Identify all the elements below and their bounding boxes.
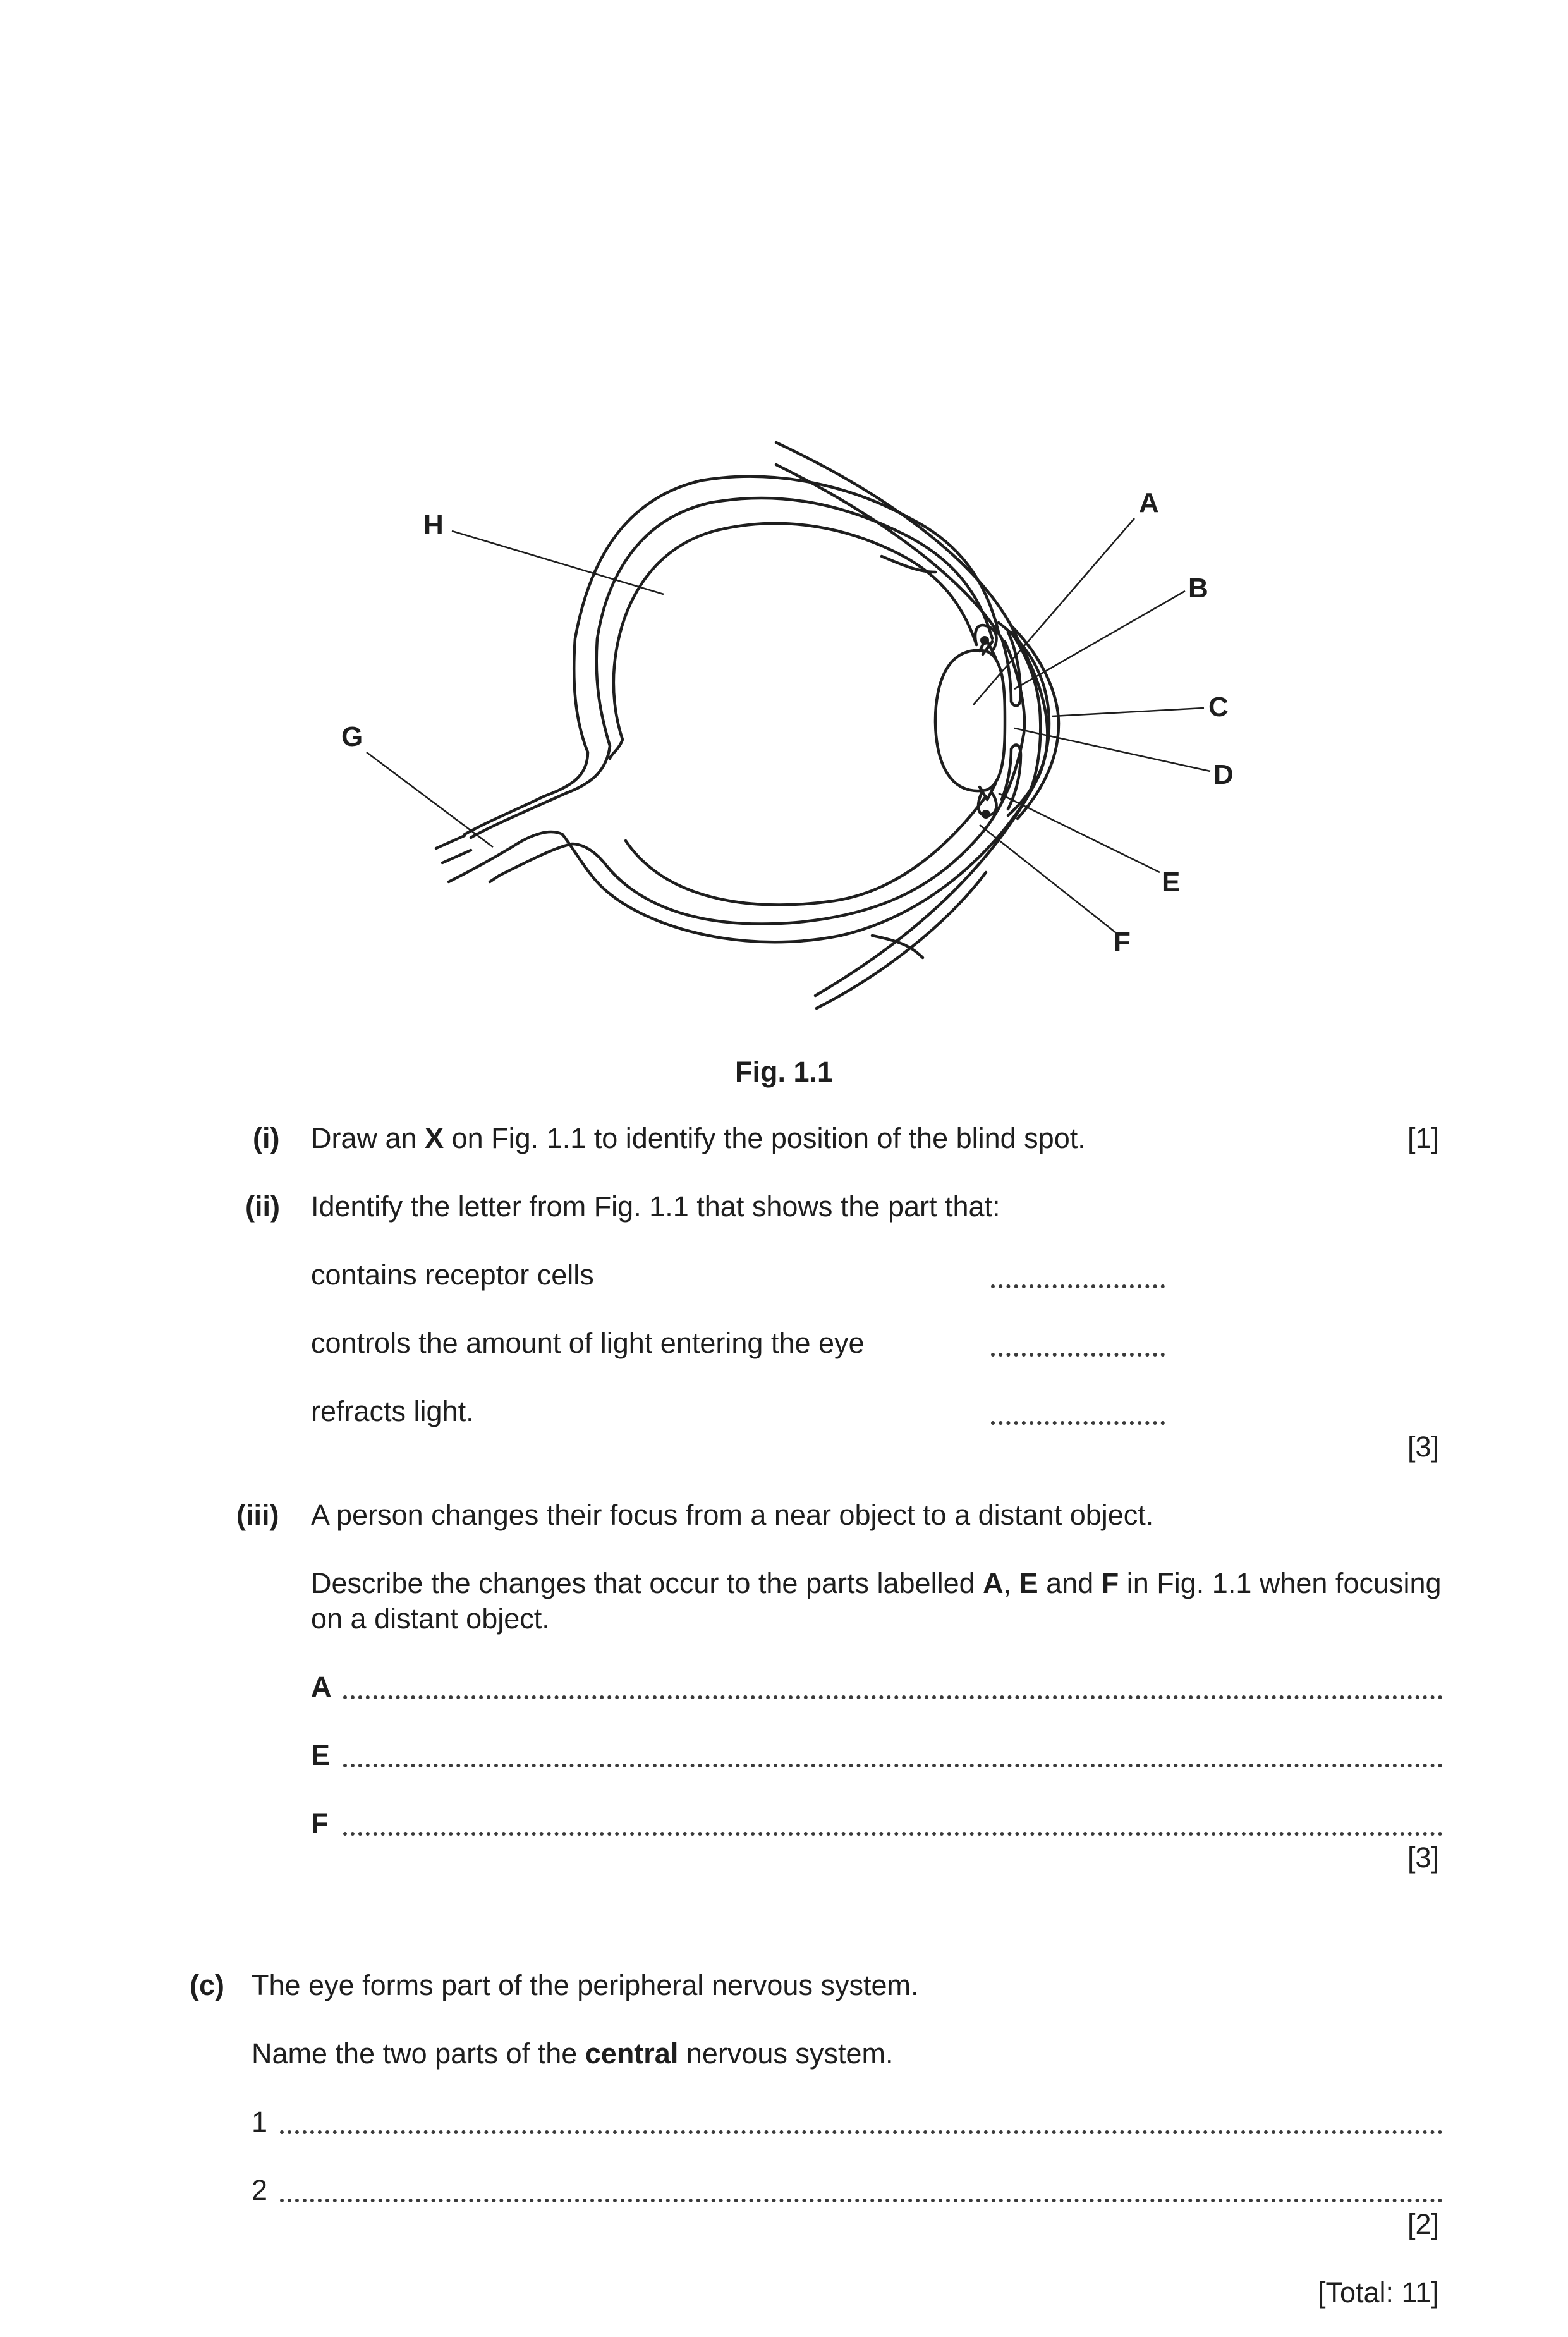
answer-line[interactable] bbox=[343, 1695, 1443, 1699]
part-c-label: (c) bbox=[190, 1969, 224, 2001]
answer-line[interactable] bbox=[991, 1421, 1165, 1425]
label-B: B bbox=[1188, 573, 1208, 604]
answer-label-A: A bbox=[311, 1671, 332, 1703]
answer-number: 2 bbox=[252, 2174, 268, 2206]
label-F: F bbox=[1114, 927, 1131, 958]
answer-line[interactable] bbox=[343, 1832, 1443, 1836]
answer-line[interactable] bbox=[343, 1764, 1443, 1767]
answer-line[interactable] bbox=[991, 1284, 1165, 1288]
part-b-i-label: (i) bbox=[253, 1122, 280, 1154]
part-b-iii-task: Describe the changes that occur to the parts labelled A, E and F in Fig. 1.1 when focusing bbox=[311, 1567, 1442, 1599]
label-H: H bbox=[423, 510, 444, 540]
mark-allocation: [3] bbox=[1407, 1431, 1440, 1463]
answer-number: 1 bbox=[252, 2106, 268, 2138]
figure-caption: Fig. 1.1 bbox=[734, 1056, 834, 1088]
label-C: C bbox=[1208, 692, 1229, 723]
part-b-i-text: Draw an X on Fig. 1.1 to identify the position of the blind spot. bbox=[311, 1122, 1086, 1154]
eye-diagram-detail bbox=[0, 0, 1568, 1049]
answer-label-F: F bbox=[311, 1807, 329, 1840]
part-b-ii-stem: Identify the letter from Fig. 1.1 that shows the part that: bbox=[311, 1190, 1000, 1223]
part-b-iii-label: (iii) bbox=[236, 1499, 279, 1531]
part-b-ii-label: (ii) bbox=[245, 1190, 280, 1223]
label-G: G bbox=[341, 721, 363, 752]
total-marks: [Total: 11] bbox=[1318, 2276, 1439, 2309]
mark-allocation: [1] bbox=[1407, 1122, 1440, 1154]
label-E: E bbox=[1162, 867, 1181, 898]
part-b-iii-stem: A person changes their focus from a near object to a distant object. bbox=[311, 1499, 1154, 1531]
answer-line[interactable] bbox=[280, 2130, 1443, 2134]
part-c-task: Name the two parts of the central nervous system. bbox=[252, 2037, 894, 2070]
answer-line[interactable] bbox=[991, 1353, 1165, 1357]
label-D: D bbox=[1213, 759, 1234, 790]
list-item: controls the amount of light entering the eye bbox=[311, 1327, 865, 1359]
answer-line[interactable] bbox=[280, 2199, 1443, 2202]
mark-allocation: [3] bbox=[1407, 1841, 1440, 1874]
part-c-stem: The eye forms part of the peripheral nervous system. bbox=[252, 1969, 919, 2001]
part-b-iii-task-line2: on a distant object. bbox=[311, 1602, 550, 1635]
list-item: contains receptor cells bbox=[311, 1259, 594, 1291]
answer-label-E: E bbox=[311, 1739, 331, 1771]
mark-allocation: [2] bbox=[1407, 2208, 1440, 2240]
label-A: A bbox=[1139, 487, 1159, 518]
list-item: refracts light. bbox=[311, 1395, 474, 1427]
